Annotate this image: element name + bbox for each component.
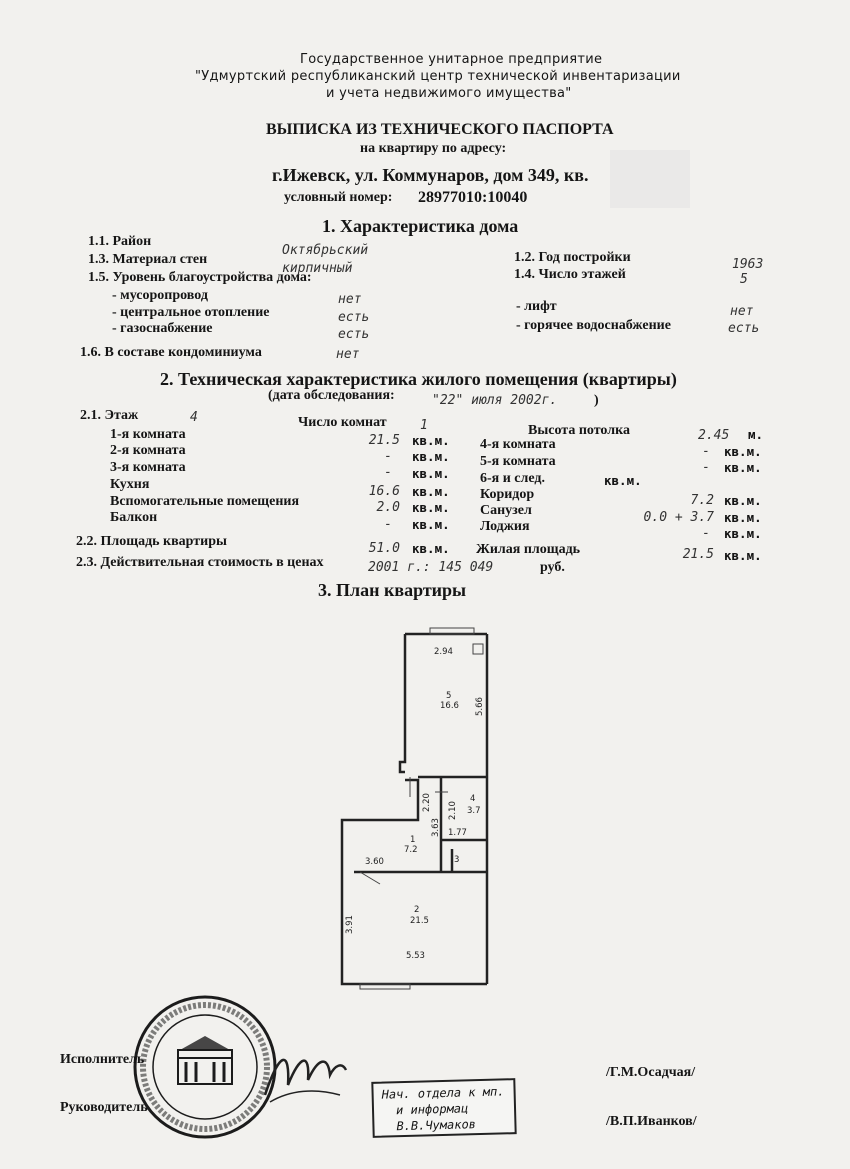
row-value: - [702,444,710,459]
floor-plan [330,612,510,992]
row-unit: кв.м. [412,484,450,499]
heating-value: есть [338,310,370,325]
row-unit: кв.м. [724,510,762,525]
floor-label: 2.1. Этаж [80,408,139,423]
row-value: 2.0 [376,500,400,515]
condo-label: 1.6. В составе кондоминиума [80,345,262,360]
hotwater-value: есть [728,321,760,336]
row-value: 16.6 [368,484,400,499]
org-line-1: Государственное унитарное предприятие [300,52,603,67]
row-value: 21.5 [368,433,400,448]
rect-stamp [371,1078,516,1138]
living-unit: кв.м. [724,548,762,563]
plan-label: 3 [454,855,460,865]
floor-value: 4 [190,410,198,425]
stamp-line-3: В.В.Чумаков [396,1117,477,1134]
head-label: Руководитель [60,1100,148,1115]
row-label: Кухня [110,477,150,492]
row-value: - [384,517,392,532]
signature-scribble [260,1040,350,1110]
head-name: /В.П.Иванков/ [606,1114,697,1129]
survey-value: "22" июля 2002г. [432,393,558,408]
plan-label: 5.53 [406,951,425,961]
address: г.Ижевск, ул. Коммунаров, дом 349, кв. [272,165,589,185]
ceiling-unit: м. [748,427,764,442]
hotwater-label: - горячее водоснабжение [516,318,671,333]
rooms-value: 1 [420,418,428,433]
walls-label: 1.3. Материал стен [88,252,208,267]
plan-door [360,872,380,884]
living-value: 21.5 [682,547,714,562]
floors-value: 5 [740,272,748,287]
round-seal [130,992,280,1142]
section2-heading: 2. Техническая характеристика жилого помещения (квартиры) [160,369,677,389]
row-value: - [702,460,710,475]
ceiling-value: 2.45 [698,428,730,443]
plan-label: 2.10 [448,801,458,820]
row-label: 6-я и след. [480,471,545,486]
living-label: Жилая площадь [476,542,581,557]
cond-number: 28977010:10040 [418,189,528,206]
cost-value: 2001 г.: 145 049 [368,560,494,575]
row-unit: кв.м. [604,473,642,488]
walls-value: кирпичный [282,261,353,276]
plan-label: 5 [446,691,452,701]
row-label: Санузел [480,503,532,518]
plan-label: 3.91 [345,915,355,934]
plan-label: 16.6 [440,701,459,711]
plan-label: 2.20 [422,793,432,812]
plan-label: 21.5 [410,916,429,926]
row-unit: кв.м. [724,444,762,459]
raion-label: 1.1. Район [88,234,152,249]
total-value: 51.0 [368,541,400,556]
doc-subtitle: на квартиру по адресу: [360,141,507,156]
plan-label: 2.94 [434,647,453,657]
plan-label: 7.2 [404,845,418,855]
row-unit: кв.м. [412,517,450,532]
row-label: Вспомогательные помещения [110,494,300,509]
heating-label: - центральное отопление [112,305,270,320]
row-value: 7.2 [690,493,714,508]
plan-label: 1.77 [448,828,467,838]
raion-value: Октябрьский [282,243,369,258]
row-label: Балкон [110,510,158,525]
condo-value: нет [336,347,360,362]
plan-label: 5.66 [475,697,485,716]
year-label: 1.2. Год постройки [514,250,631,265]
stamp-line-1: Нач. отдела к мп. [381,1084,505,1102]
lift-label: - лифт [516,299,557,314]
row-value: - [384,465,392,480]
doc-title: ВЫПИСКА ИЗ ТЕХНИЧЕСКОГО ПАСПОРТА [266,121,614,138]
section3-heading: 3. План квартиры [318,580,467,600]
row-label: 2-я комната [110,443,186,458]
plan-wall [400,634,405,772]
stamp-line-2: и информац [395,1101,469,1118]
executor-name: /Г.М.Осадчая/ [606,1065,696,1080]
row-unit: кв.м. [412,433,450,448]
row-unit: кв.м. [724,460,762,475]
org-line-2: "Удмуртский республиканский центр технической инвентаризации [195,69,681,84]
row-label: 1-я комната [110,427,186,442]
row-label: 5-я комната [480,454,556,469]
rooms-label: Число комнат [298,415,387,430]
plan-stove [473,644,483,654]
executor-label: Исполнитель [60,1052,145,1067]
plan-label: 3.63 [431,818,441,837]
ceiling-label: Высота потолка [528,423,630,438]
lift-value: нет [730,304,754,319]
row-unit: кв.м. [412,466,450,481]
row-label: 3-я комната [110,460,186,475]
gas-label: - газоснабжение [112,321,213,336]
row-unit: кв.м. [724,526,762,541]
survey-close: ) [594,393,599,408]
section1-heading: 1. Характеристика дома [322,216,519,236]
plan-label: 2 [414,905,420,915]
row-value: - [384,449,392,464]
redaction-box [610,150,690,208]
comfort-label: 1.5. Уровень благоустройства дома: [88,270,312,285]
year-value: 1963 [732,257,764,272]
floors-label: 1.4. Число этажей [514,267,626,282]
plan-label: 3.7 [467,806,481,816]
total-label: 2.2. Площадь квартиры [76,534,227,549]
gas-value: есть [338,327,370,342]
garbage-value: нет [338,292,362,307]
row-value: - [702,526,710,541]
row-unit: кв.м. [724,493,762,508]
plan-label: 4 [470,794,476,804]
cost-label: 2.3. Действительная стоимость в ценах [76,555,324,570]
row-label: Лоджия [480,519,530,534]
row-value: 0.0 + 3.7 [643,510,714,525]
row-unit: кв.м. [412,500,450,515]
plan-label: 1 [410,835,416,845]
cost-unit: руб. [540,560,565,575]
garbage-label: - мусоропровод [112,288,208,303]
cond-label: условный номер: [284,190,393,205]
survey-label: (дата обследования: [268,388,395,403]
row-label: Коридор [480,487,535,502]
org-line-3: и учета недвижимого имущества" [326,86,572,101]
plan-label: 3.60 [365,857,384,867]
row-label: 4-я комната [480,437,556,452]
total-unit: кв.м. [412,541,450,556]
row-unit: кв.м. [412,449,450,464]
